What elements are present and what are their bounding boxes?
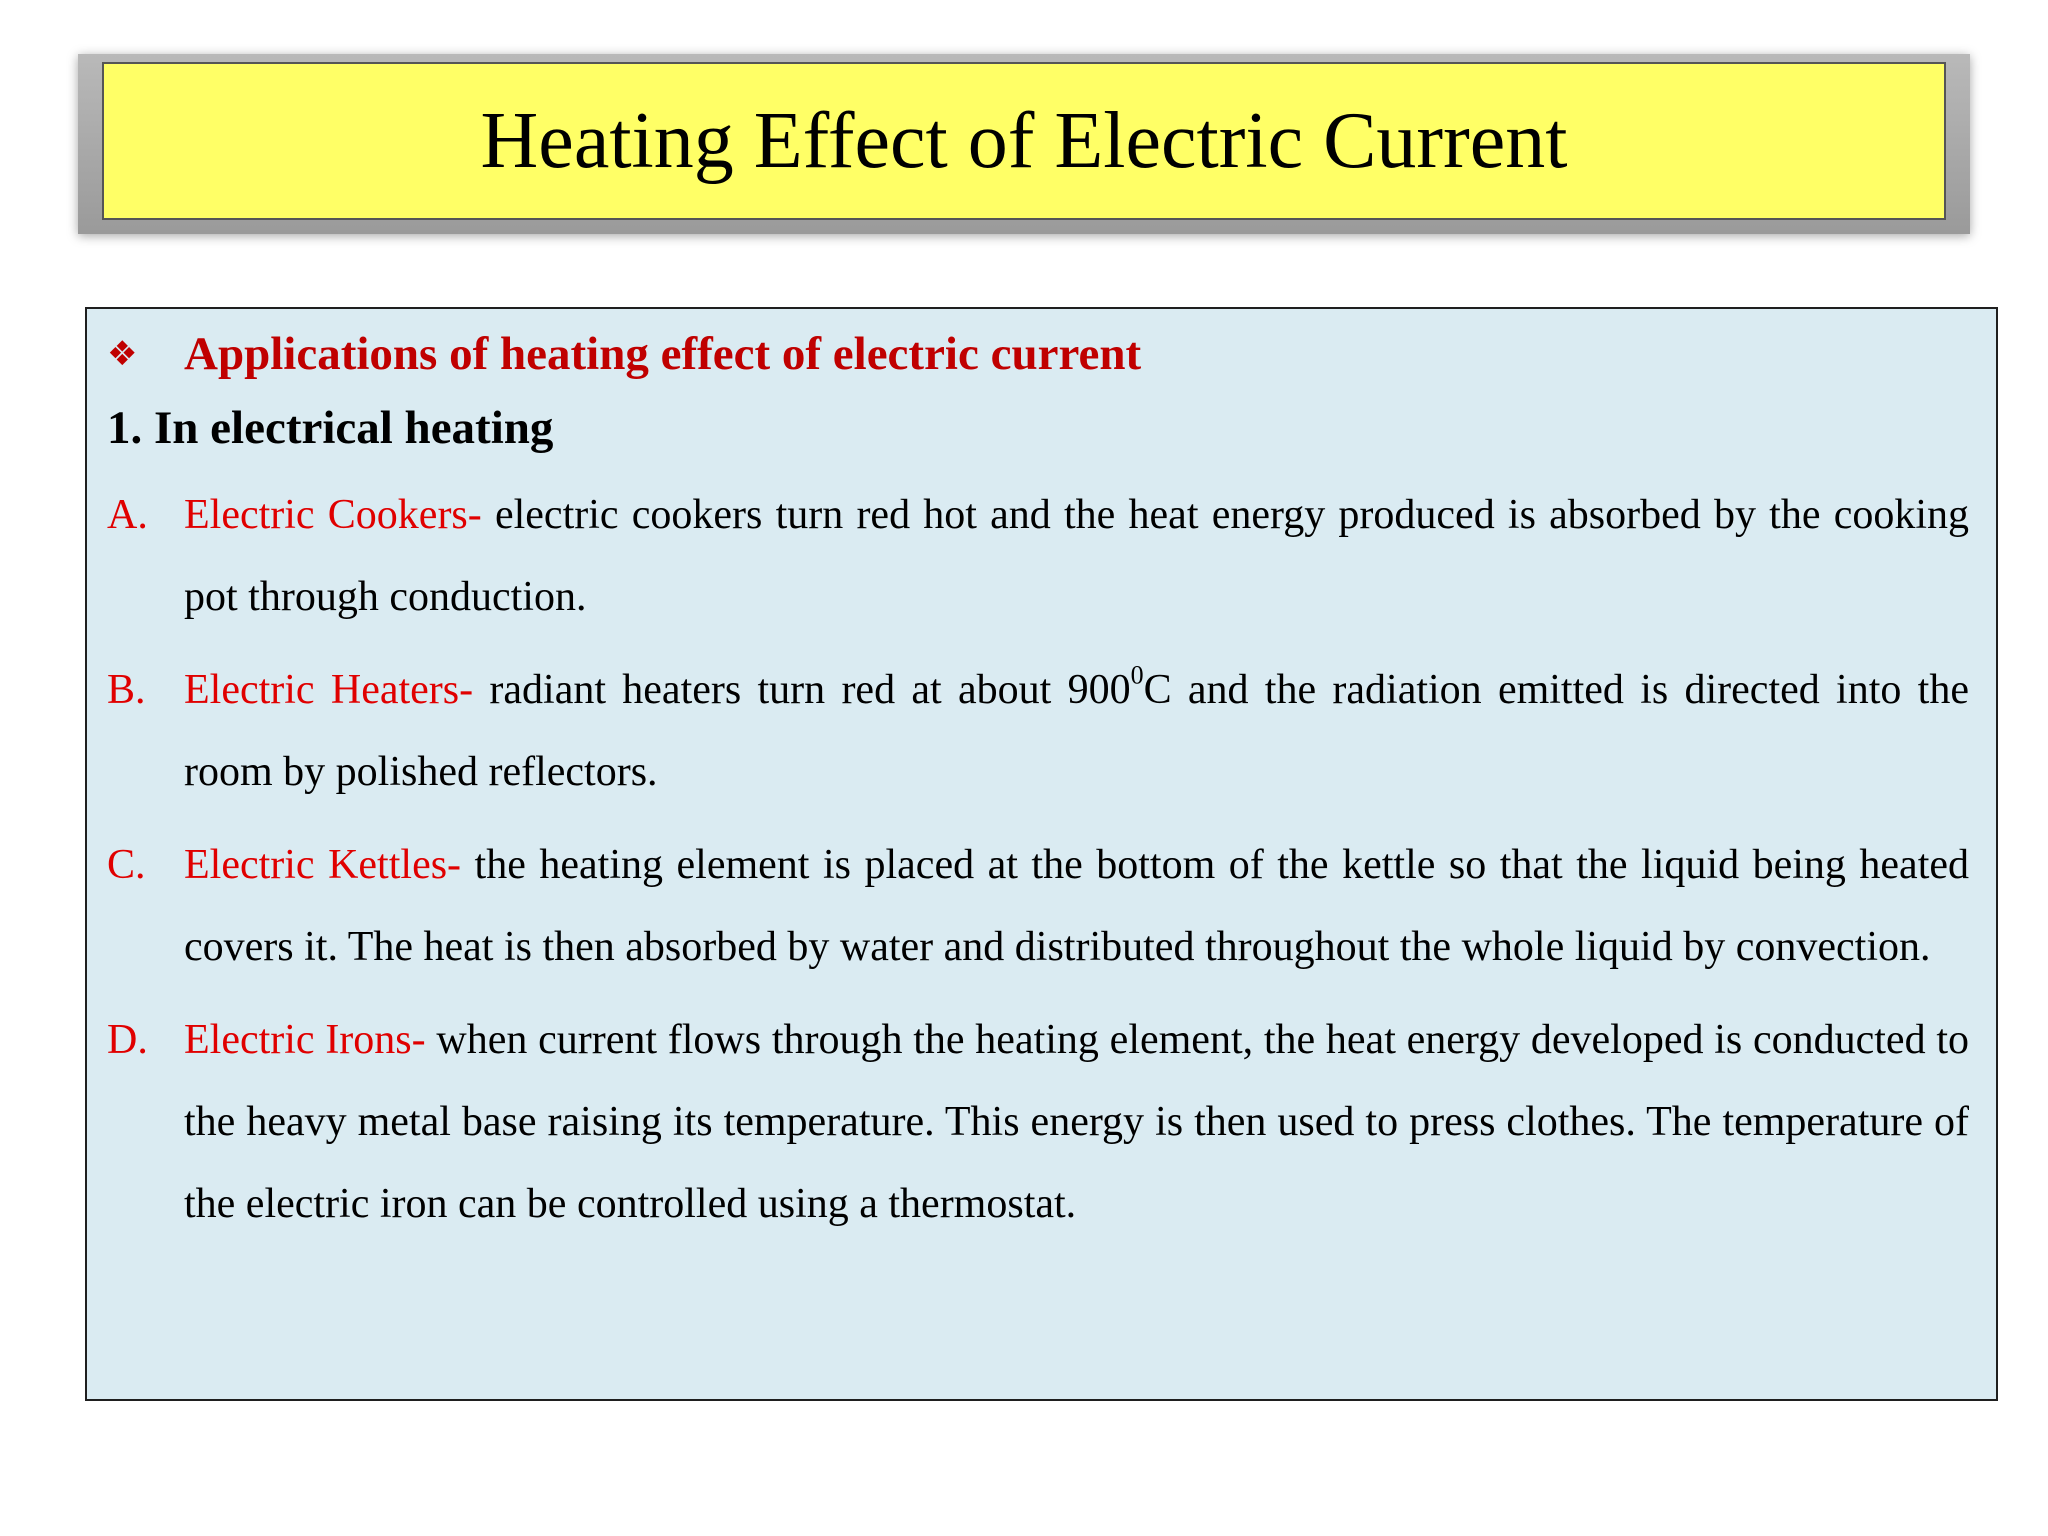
list-item-body <box>184 824 1969 988</box>
list-item-text: when current flows through the heating element, the heat energy developed is conducted to the heavy metal base raising its temperature. This energy is then used to press clothes. The temperature of the electric iron can be controlled using a thermostat. <box>184 1017 1969 1227</box>
list-item-text: electric cookers turn red hot and the heat energy produced is absorbed by the cooking pot through conduction. <box>184 492 1970 620</box>
list-item <box>107 824 1969 988</box>
section-heading-text: Applications of heating effect of electric current <box>184 328 1142 380</box>
list-item-text: the heating element is placed at the bottom of the kettle so that the liquid being heated covers it. The heat is then absorbed by water and distributed throughout the whole liquid by convection. <box>184 842 1969 970</box>
list-item-name: Electric Irons- <box>184 1017 426 1063</box>
list-item-body <box>184 999 1969 1245</box>
list-item-name: Electric Kettles- <box>184 842 462 888</box>
list-item-letter: C. <box>107 842 146 888</box>
list-item-letter: A. <box>107 492 148 538</box>
list-item-name: Electric Cookers- <box>184 492 482 538</box>
list-item <box>107 474 1969 638</box>
degree-superscript: 0 <box>1130 660 1144 690</box>
slide-title: Heating Effect of Electric Current <box>480 97 1568 185</box>
list-item-body <box>184 474 1969 638</box>
application-list <box>107 474 1969 1256</box>
list-item-text: radiant heaters turn red at about 900 <box>473 667 1131 713</box>
content-panel <box>85 307 1998 1401</box>
list-item-name: Electric Heaters- <box>184 667 474 713</box>
list-item-body <box>184 649 1969 813</box>
title-banner <box>102 62 1946 220</box>
list-item-text-continued: C and the radiation emitted is directed into the room by polished reflectors. <box>184 667 1969 795</box>
diamond-bullet-icon: ❖ <box>107 334 138 374</box>
section-heading <box>107 327 1141 381</box>
sub-heading: 1. In electrical heating <box>107 402 554 454</box>
list-item-letter: D. <box>107 1017 148 1063</box>
list-item-letter: B. <box>107 667 146 713</box>
list-item <box>107 649 1969 813</box>
list-item <box>107 999 1969 1245</box>
